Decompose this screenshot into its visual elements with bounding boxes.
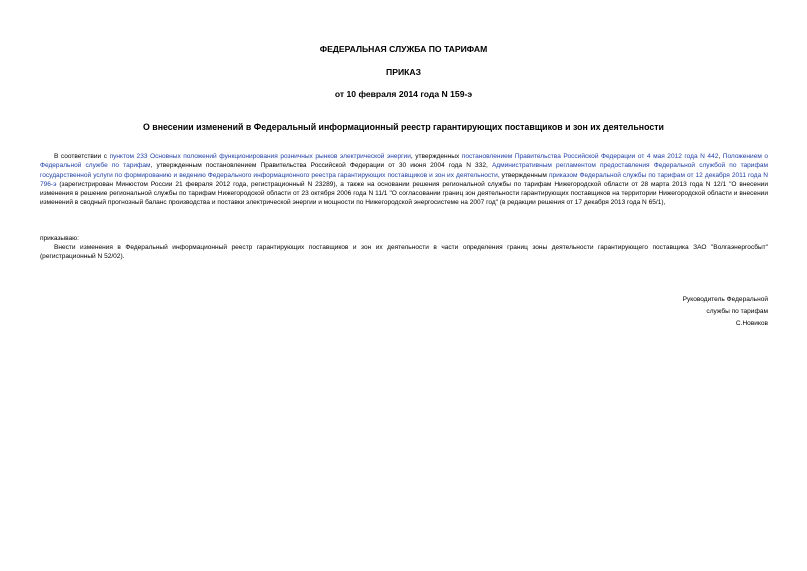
link-retail-market-provisions[interactable]: пунктом 233 Основных положений функционирования розничных рынков электрической энергии [109, 153, 411, 160]
preamble-text-1: В соответствии с [54, 153, 110, 160]
document-title: О внесении изменений в Федеральный информационный реестр гарантирующих поставщиков и зон их деятельности [143, 122, 664, 132]
signature-name: С.Новиков [735, 320, 768, 327]
link-fst-regulation[interactable]: Положением о Федеральной службе по тарифам [40, 153, 769, 170]
preamble-text-6: (зарегистрирован Минюстом России 21 февраля 2012 года, регистрационный N 23289), а также на основании решения региональной службы по тарифам Нижегородской области от 28 марта 2013 года N 12/1 "О внесении изменения в решение региональной службы по тарифам Нижегородской области от 23 октября 2006 года N 11/1 "О согласовании границ зон деятельности гарантирующих поставщиков на территории Нижегородской области и внесении изменений в сводный прогнозный баланс производства и поставки электрической энергии и мощности по Нижегородской энергосистеме на 2007 год" (в редакции решения от 17 декабря 2013 года N 65/1), [40, 180, 768, 207]
signature-block [683, 294, 768, 330]
preamble-paragraph [40, 152, 768, 208]
preamble-text-5: , утвержденным [497, 171, 549, 179]
signature-position-line2: службы по тарифам [706, 308, 768, 315]
link-government-decree-442[interactable]: постановлением Правительства Российской Федерации от 4 мая 2012 года N 442 [461, 153, 719, 160]
preamble-text-4: , утвержденным постановлением Правительства Российской Федерации от 30 июня 2004 года N 332, [150, 162, 492, 170]
order-body-paragraph: Внести изменения в Федеральный информационный реестр гарантирующих поставщиков и зон их деятельности в части определения границ зоны деятельности гарантирующего поставщика ЗАО "Волгаэнергосбыт" (регистрационный N 52/02). [40, 244, 768, 261]
link-fst-order-796e[interactable]: приказом Федеральной службы по тарифам от 12 декабря 2011 года N 796-э [40, 171, 768, 188]
organization-heading: ФЕДЕРАЛЬНАЯ СЛУЖБА ПО ТАРИФАМ [319, 44, 488, 54]
document-date-heading: от 10 февраля 2014 года N 159-э [334, 89, 473, 99]
order-keyword: приказываю: [40, 235, 79, 242]
preamble-text-3: , [718, 153, 723, 160]
document-type-heading: ПРИКАЗ [386, 67, 421, 77]
link-administrative-regulation[interactable]: Административным регламентом предоставления Федеральной службой по тарифам государственной услуги по формированию и ведению Федерального информационного реестра гарантирующих поставщиков и зон их деятельности [40, 162, 768, 179]
preamble-text-2: , утвержденных [410, 153, 462, 160]
signature-position-line1: Руководитель Федеральной [682, 296, 768, 303]
